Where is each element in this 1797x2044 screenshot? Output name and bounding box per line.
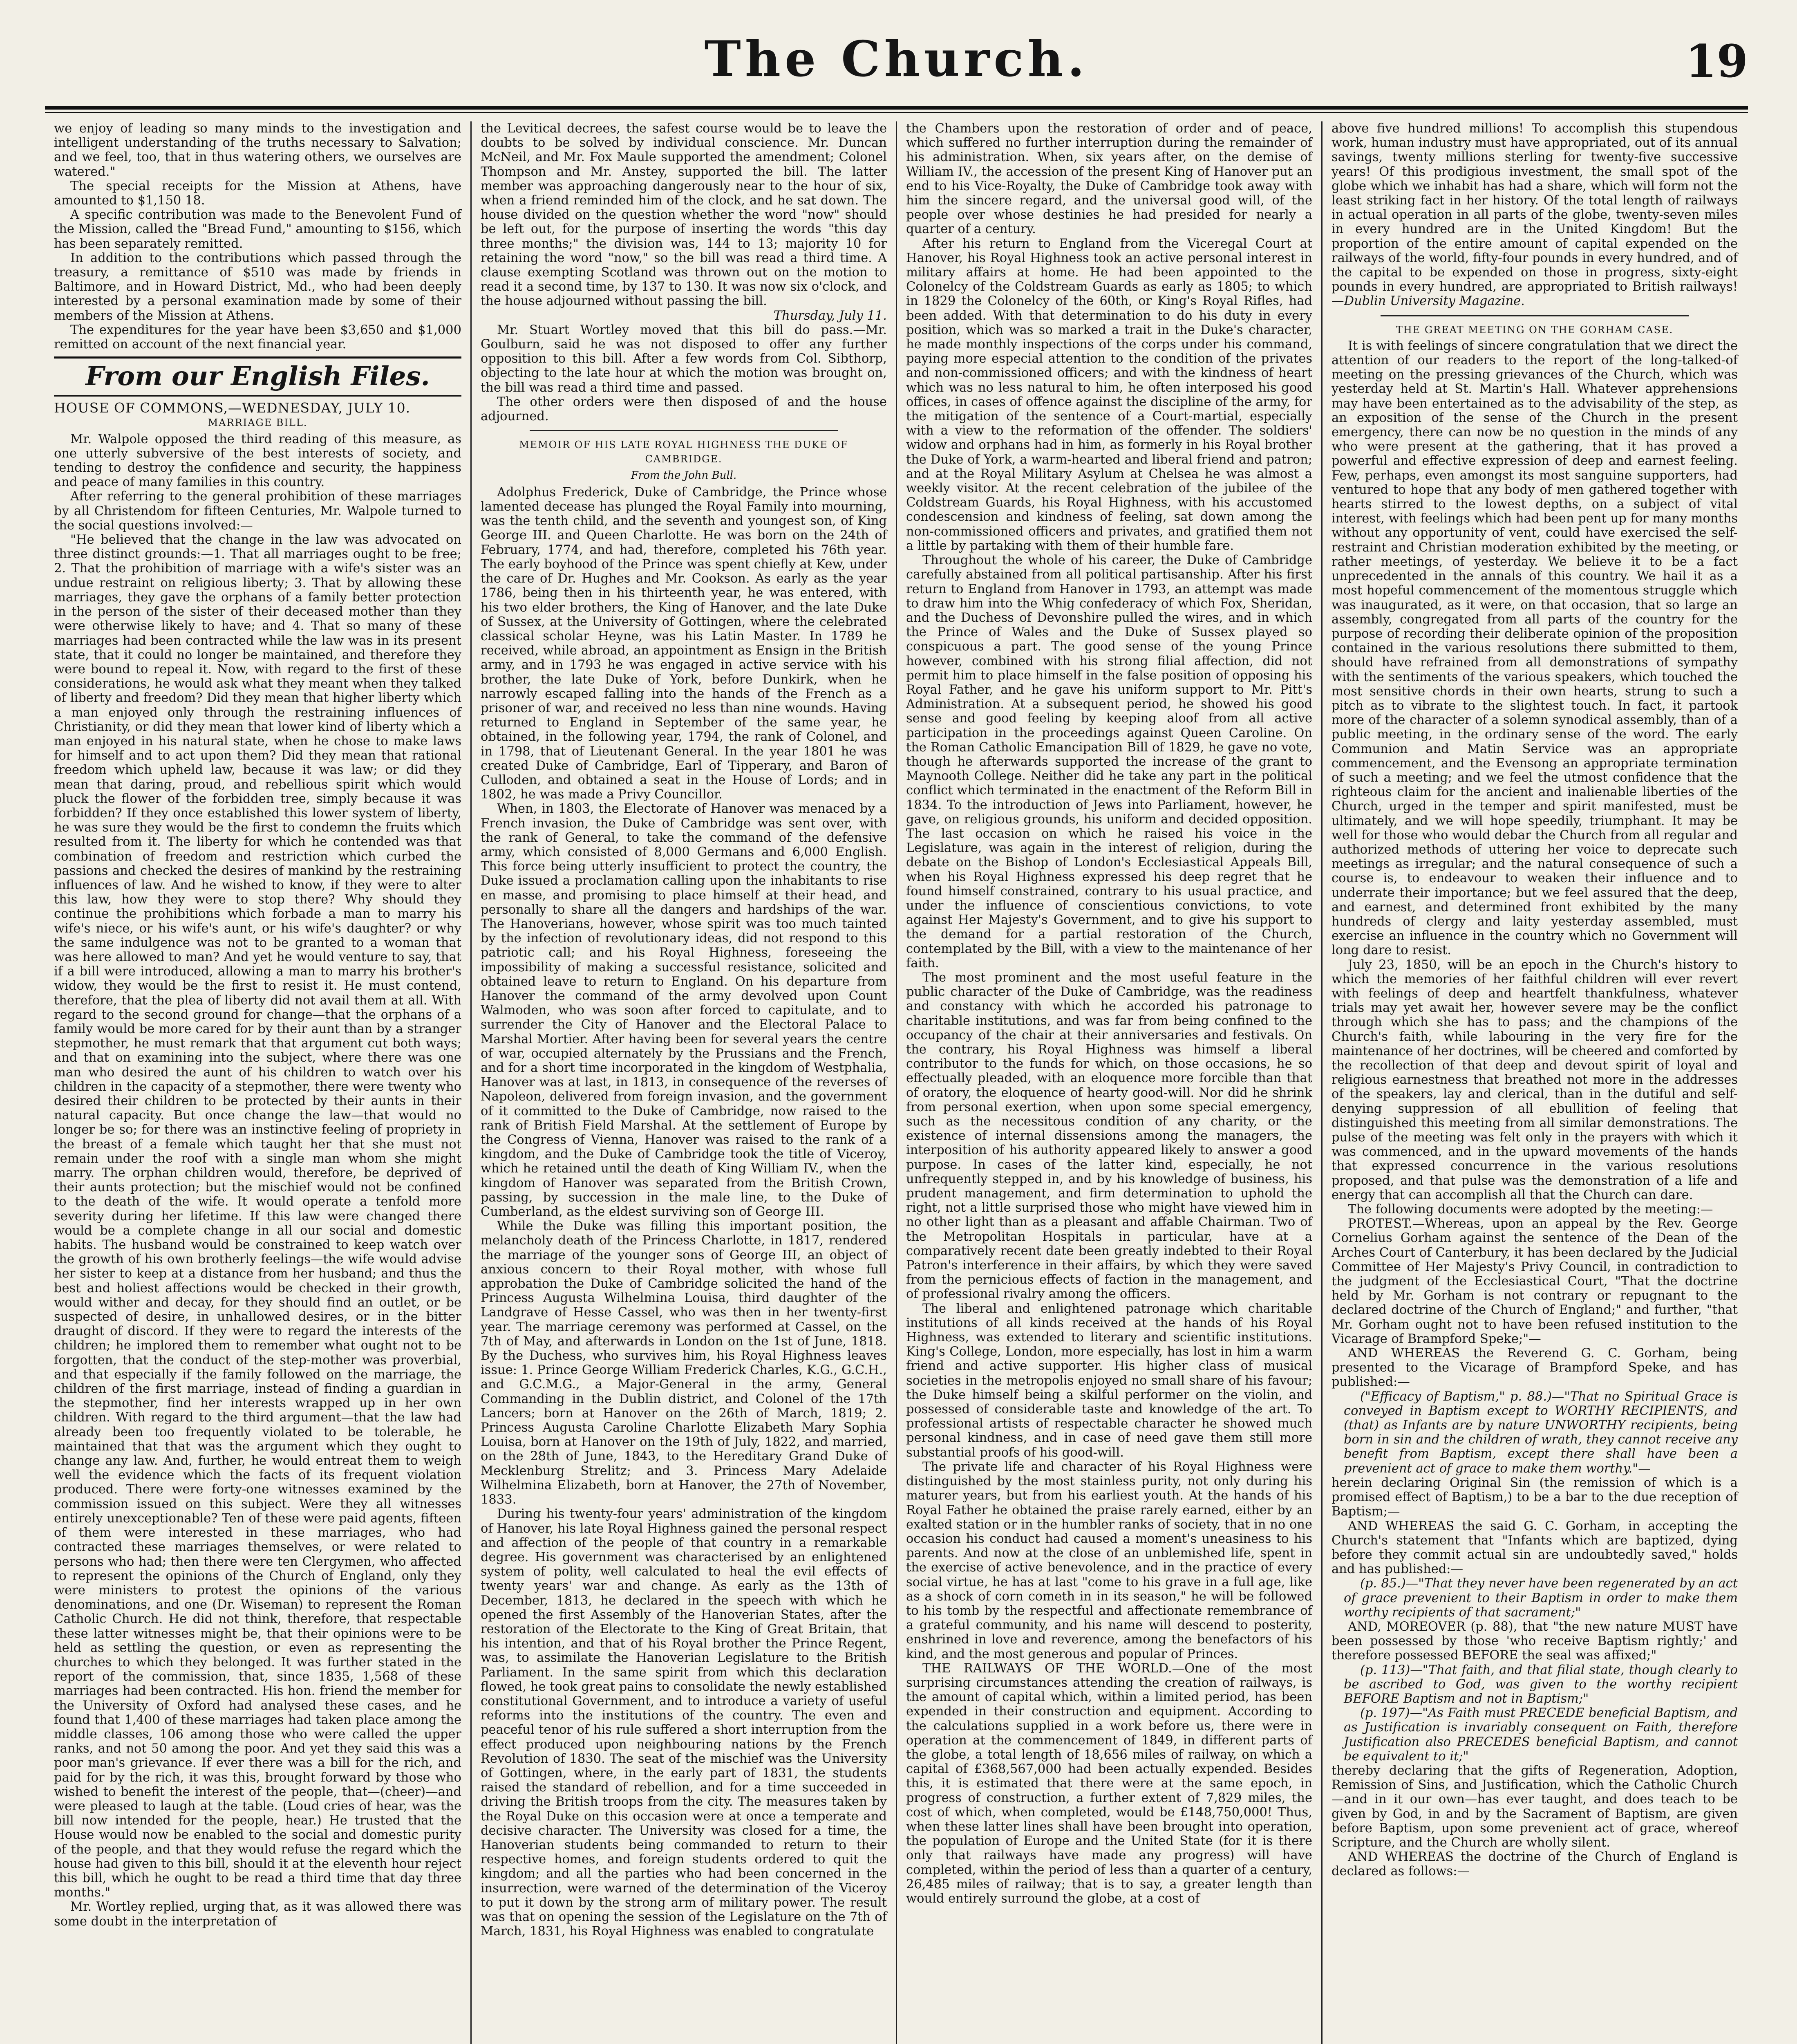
page-number: 19 xyxy=(1685,35,1748,87)
paragraph: we enjoy of leading so many minds to the investigation and intelligent understanding of the truths necessary to Salvation; and we feel, too, that in thus watering others, we ourselves are watered." xyxy=(54,121,461,179)
paragraph: thereby declaring that the gifts of Regeneration, Adoption, Remission of Sins, and Justification, which the Catholic Church—and in it our own—has ever taught, and does teach to be given by God, in and by the Sacrament of Baptism, are given before Baptism, upon some prevenient act of grace, whereof Scripture, and the Church are wholly silent. xyxy=(1332,1763,1738,1850)
paragraph: In addition to the contributions which passed through the treasury, a remittance of $510 was made by friends in Baltimore, and in Howard District, Md., who had been deeply interested by a personal examination made by some of their members of the Mission at Athens. xyxy=(54,251,461,323)
article-subhead: MARRIAGE BILL. xyxy=(208,417,308,429)
paragraph: Throughout the whole of his career, the Duke of Cambridge carefully abstained from all political partisanship. After his first return to England from Hanover in 1793, an attempt was made to draw him into the Whig confederacy of which Fox, Sheridan, and the Duchess of Devonshire pulled the wires, and in which the Prince of Wales and the Duke of Sussex played so conspicuous a part. The good sense of the young Prince however, combined with his strong filial affection, did not permit him to place himself in the false position of opposing his Royal Father, and he gave his uniform support to Mr. Pitt's Administration. At a subsequent period, he showed his good sense and good feeling by keeping aloof from all active participation in the proceedings against Queen Caroline. On the Roman Catholic Emancipation Bill of 1829, he gave no vote, though he afterwards supported the increase of the grant to Maynooth College. Neither did he take any part in the political conflict which terminated in the enactment of the Reform Bill in 1834. To the introduction of Jews into Parliament, however, he gave, on religious grounds, his uniform and decided opposition. The last occasion on which he raised his voice in the Legislature, was again in the interest of religion, during the debate on the Bishop of London's Ecclesiastical Appeals Bill, when his Royal Highness expressed his deep regret that he found himself constrained, contrary to his usual practice, and under the influence of conscientious convictions, to vote against Her Majesty's Government, and to give his support to the demand for a partial restoration of the Church, contemplated by the Bill, with a view to the maintenance of her faith. xyxy=(906,553,1312,970)
paragraph: Mr. Walpole opposed the third reading of this measure, as one utterly subversive of the best interests of society, and tending to destroy the confidence and security, the happiness and peace of many families in this country. xyxy=(54,432,461,490)
paragraph: Mr. Wortley replied, urging that, as it was allowed there was some doubt in the interpretation of xyxy=(54,1900,461,1929)
paragraph: After referring to the general prohibition of these marriages by all Christendom for fifteen Centuries, Mr. Walpole turned to the social questions involved:— xyxy=(54,489,461,533)
paragraph: The private life and character of his Royal Highness were distinguished by the most stainless purity, not only during his maturer years, but from his earliest youth. At the hands of his Royal Father he obtained the praise rarely earned, either by an exalted station or in the humbler ranks of society, that in no one occasion his conduct had caused a moment's uneasiness to his parents. And now at the close of an unblemished life, spent in the exercise of active benevolence, and in the practice of every social virtue, he has at last "come to his grave in a full age, like as a shock of corn cometh in in its season," he will be followed to his tomb by the respectful and affectionate remembrance of a grateful community, and his name will descend to posterity, enshrined in love and reverence, among the benefactors of his kind, and the most generous and popular of Princes. xyxy=(906,1459,1312,1661)
paragraph: The other orders were then disposed of and the house adjourned. xyxy=(481,394,887,424)
article-headline: THE GREAT MEETING ON THE GORHAM CASE. xyxy=(1396,324,1674,336)
paragraph: Mr. Stuart Wortley moved that this bill do pass.—Mr. Goulburn, said he was not disposed to offer any further opposition to this bill. After a few words from Col. Sibthorp, objecting to the late hour at which the motion was brought on, the bill was read a third time and passed. xyxy=(481,323,887,395)
paragraph: the Levitical decrees, the safest course would be to leave the doubts to be solved by individual conscience. Mr. Duncan McNeil, and Mr. Fox Maule supported the amendment; Colonel Thompson and Mr. Anstey, supported the bill. The latter member was approaching dangerously near to the hour of six, when a friend reminded him of the clock, and he sat down. The house divided on the question whether the word "now" should be left out, for the purpose of inserting the words "this day three months;" the division was, 144 to 13; majority 10 for retaining the word "now," so the bill was read a third time. A clause exempting Scotland was thrown out on the motion to read it a second time, by 137 to 130. It was now six o'clock, and the house adjourned without passing the bill. xyxy=(481,121,887,309)
date-line: Thursday, July 11. xyxy=(773,308,887,323)
columns xyxy=(45,121,1748,2044)
column-2 xyxy=(470,121,896,2044)
article-credit: —Dublin University Magazine. xyxy=(1332,294,1525,309)
paragraph: The following documents were adopted by the meeting:— xyxy=(1348,1202,1713,1217)
quote: (p. 113)—"That faith, and that filial state, though clearly to be ascribed to God, was given to the worthy recipient BEFORE Baptism and not in Baptism;" xyxy=(1344,1663,1738,1706)
paragraph: AND WHEREAS the Reverend G. C. Gorham, being presented to the Vicarage of Brampford Speke, and has published:— xyxy=(1332,1346,1738,1390)
paragraph xyxy=(1332,121,1738,309)
article-text: above five hundred millions! To accomplish this stupendous work, human industry must have appropriated, out of its annual savings, twenty millions sterling for twenty-five successive years! Of this prodigious investment, the small spot of the globe which we inhabit has had a share, which will form not the least striking fact in her history. Of the total length of railways in actual operation in all parts of the globe, twenty-seven miles in every hundred are in the United Kingdom! But the proportion of the entire amount of capital expended on the railways of the world, fifty-four pounds in every hundred, and of the capital to be expended on those in progress, sixty-eight pounds in every hundred, are appropriated to British railways! xyxy=(1332,121,1738,294)
divider xyxy=(530,430,838,431)
paragraph: the Chambers upon the restoration of order and of peace, which suffered no further interruption during the remainder of his administration. When, six years after, on the demise of William IV., the accession of the present King of Hanover put an end to his Vice-Royalty, the Duke of Cambridge took away with him the sincere regard, and the universal good will, of the people over whose destinies he had presided for nearly a quarter of a century. xyxy=(906,121,1312,237)
paragraph: THE RAILWAYS OF THE WORLD.—One of the most surprising circumstances attending the creation of railways, is the amount of capital which, within a limited period, has been expended in their construction and equipment. According to the calculations supplied in a work before us, there were in operation at the commencement of 1849, in different parts of the globe, a total length of 18,656 miles of railway, on which a capital of £368,567,000 had been actually expended. Besides this, it is estimated that there were at the same epoch, in progress of construction, a further extent of 7,829 miles, the cost of which, when completed, would be £148,750,000! Thus, when these latter lines shall have been brought into operation, the population of Europe and the United State (for it is there only that railways have made any progress) will have completed, within the period of less than a quarter of a century, 26,485 miles of railway; that is to say, a greater length than would entirely surround the globe, at a cost of xyxy=(906,1661,1312,1906)
divider xyxy=(1381,315,1689,316)
quote: (p. 197)—"As Faith must PRECEDE beneficial Baptism, and as Justification is invariably consequent on Faith, therefore Justification also PRECEDES beneficial Baptism, and cannot be equivalent to it;" xyxy=(1344,1706,1738,1764)
masthead-title: The Church. xyxy=(704,30,1089,88)
article-credit: From the John Bull. xyxy=(631,469,737,482)
article-headline: HOUSE OF COMMONS,—WEDNESDAY, JULY 10. xyxy=(54,400,411,416)
column-3 xyxy=(896,121,1321,2044)
masthead-rule xyxy=(45,106,1748,113)
paragraph: The liberal and enlightened patronage which charitable institutions of all kinds received at the hands of his Royal Highness, was extended to literary and scientific institutions. King's College, London, more especially, has lost in him a warm friend and active supporter. His higher class of musical societies in the metropolis enjoyed no small share of his favour; the Duke himself being a skilful performer on the violin, and possessed of considerable taste and knowledge of the art. To professional artists of respectable character he showed much personal kindness, and in case of need gave them still more substantial proofs of his good-will. xyxy=(906,1301,1312,1460)
paragraph: During his twenty-four years' administration of the kingdom of Hanover, his late Royal Highness gained the personal respect and affection of the people of that country in a remarkable degree. His government was characterised by an enlightened system of polity, well calculated to heal the evil effects of twenty years' war and change. As early as the 13th of December, 1813, he declared in the speech with which he opened the first Assembly of the Hanoverian States, after the restoration of the Electorate to the King of Great Britain, that his intention, and that of his Royal brother the Prince Regent, was, to assimilate the Hanoverian Legislature to the British Parliament. In the same spirit from which this declaration flowed, he took great pains to consolidate the newly established constitutional Government, and to introduce a variety of useful reforms into the institutions of the country. The even and peaceful tenor of his rule suffered a short interruption from the effect produced upon neighbouring nations by the French Revolution of 1830. The seat of the mischief was the University of Gottingen, where, in the early part of 1831, the students raised the standard of rebellion, and for a time succeeded in driving the British troops from the city. The measures taken by the Royal Duke on this occasion were at once a temperate and decisive character. The University was closed for a time, the Hanoverian students being commanded to return to their respective homes, and foreign students ordered to quit the kingdom; and all the parties who had been concerned in the insurrection, were warned of the determination of the Viceroy to put it down by the strong arm of military power. The result was that on opening the session of the Legislature on the 7th of March, 1831, his Royal Highness was enabled to congratulate xyxy=(481,1507,887,1939)
paragraph: AND, MOREOVER (p. 88), that "the new nature MUST have been possessed by those 'who receive Baptism rightly;' and therefore possessed BEFORE the seal was affixed;" xyxy=(1332,1619,1738,1663)
paragraph: herein declaring Original Sin (the remission of which is a promised effect of Baptism,) to be a bar to the due reception of Baptism;— xyxy=(1332,1475,1738,1519)
paragraph: July 23, 1850, will be an epoch in the Church's history to which the memories of her faithful children will ever revert with feelings of deep and heartfelt thankfulness, whatever trials may yet await her, however severe may be the conflict through which she has to pass; and the champions of the Church's faith, while labouring in the very fire for the maintenance of her doctrines, will be cheered and comforted by the recollection of that deep and devout spirit of loyal and religious earnestness that breathed not more in the addresses of the speakers, lay and clerical, than in the dutiful and self-denying suppression of all ebullition of feeling that distinguished this meeting from all similar demonstrations. The pulse of the meeting was felt only in the prayers with which it was commenced, and in the upward movements of the hands that expressed concurrence in the various resolutions proposed, and that pulse was the demonstration of a life and energy that can accomplish all that the Church can dare. xyxy=(1332,957,1738,1202)
article-text: One of the most surprising circumstances attending the creation of railways, is the amount of capital which, within a limited period, has been expended in their construction and equipment. According to the calculations supplied in a work before us, there were in operation at the commencement of 1849, in different parts of the globe, a total length of 18,656 miles of railway, on which a capital of £368,567,000 had been actually expended. Besides this, it is estimated that there were at the same epoch, in progress of construction, a further extent of 7,829 miles, the cost of which, when completed, would be £148,750,000! Thus, when these latter lines shall have been brought into operation, the population of Europe and the United State (for it is there only that railways have made any progress) will have completed, within the period of less than a quarter of a century, 26,485 miles of railway; that is to say, a greater length than would entirely surround the globe, at a cost of xyxy=(906,1661,1312,1906)
paragraph: AND WHEREAS the said G. C. Gorham, in accepting the Church's statement that "Infants which are baptized, dying before they commit actual sin are undoubtedly saved," holds and has published:— xyxy=(1332,1519,1738,1577)
column-1 xyxy=(45,121,470,2044)
paragraph: It is with feelings of sincere congratulation that we direct the attention of our readers to the report of the long-talked-of meeting on the pressing grievances of the Church, which was yesterday held at St. Martin's Hall. Whatever apprehensions may have been entertained as to the advisability of the step, as an exposition of the sense of the Church in the present emergency, there can now be no question in the minds of any who were present at the gathering, that it has proved a powerful and effective expression of deep and earnest feeling. Few, perhaps, even amongst its most sanguine supporters, had ventured to hope that any body of men gathered together with hearts stirred to the lowest depths, on a subject of vital interest, with feelings which had been pent up for many months without any opportunity of vent, could have exercised the self-restraint and Christian moderation exhibited by the meeting, or rather meetings, of yesterday. We believe it to be a fact unprecedented in the annals of this country. We hail it as a most hopeful commencement of the momentous struggle which was inaugurated, as it were, on that occasion, that so large an assembly, congregated from all parts of the country for the purpose of recording their deliberate opinion of the proposition contained in the various resolutions there submitted to them, should have refrained from all demonstrations of sympathy with the sentiments of the various speakers, which touched the most sensitive chords in their own hearts, strung to such a pitch as to vibrate to the slightest touch. In fact, it partook more of the character of a solemn synodical assembly, than of a public meeting, in the ordinary sense of the word. The early Communion and Matin Service was an appropriate commencement, and the Evensong an appropriate termination of such a meeting; and we feel the utmost confidence that the righteous claim for the ancient and inalienable liberties of the Church, urged in the temper and spirit manifested, must be ultimately, and we will hope speedily, triumphant. It may be well for those who would debar the Church from all regular and authorized methods of uttering her voice to deprecate such meetings as irregular; and the natural consequence of such a course is, to endeavour to weaken their influence and to underrate their importance; but we feel assured that the deep, and earnest, and determined front exhibited by the many hundreds of clergy and laity yesterday assembled, must exercise an influence in the country which no Government will long dare to resist. xyxy=(1332,338,1738,958)
paragraph: AND WHEREAS the doctrine of the Church of England is declared as follows:— xyxy=(1332,1850,1738,1879)
paragraph: The expenditures for the year have been $3,650 and $1,000 remitted on account of the next financial year. xyxy=(54,323,461,352)
paragraph: A specific contribution was made to the Benevolent Fund of the Mission, called the "Bread Fund," amounting to $156, which has been separately remitted. xyxy=(54,208,461,251)
paragraph: While the Duke was filling this important position, the melancholy death of the Princess Charlotte, in 1817, rendered the marriage of the younger sons of George III, an object of anxious concern to their Royal mother, with whose full approbation the Duke of Cambridge solicited the hand of the Princess Augusta Wilhelmina Louisa, third daughter of the Landgrave of Hesse Cassel, who was then in her twenty-first year. The marriage ceremony was performed at Cassel, on the 7th of May, and afterwards in London on the 1st of June, 1818. By the Duchess, who survives him, his Royal Highness leaves issue: 1. Prince George William Frederick Charles, K.G., G.C.H., and G.C.M.G., a Major-General in the army, General Commanding in the Dublin district, and Colonel of the 17th Lancers; born at Hanover on the 26th of March, 1819; 2. Princess Augusta Caroline Charlotte Elizabeth Mary Sophia Louisa, born at Hanover on the 19th of July, 1822, and married, on the 28th of June, 1843, to the Hereditary Grand Duke of Mecklenburg Strelitz; and 3. Princess Mary Adelaide Wilhelmina Elizabeth, born at Hanover, the 27th of November, 1833. xyxy=(481,1219,887,1507)
masthead xyxy=(45,16,1748,102)
column-4 xyxy=(1321,121,1747,2044)
article-headline: MEMOIR OF HIS LATE ROYAL HIGHNESS THE DUKE OF CAMBRIDGE. xyxy=(519,439,848,465)
quote: (p. 85.)—"That they never have been regenerated by an act of grace prevenient to their Baptism in order to make them worthy recipients of that sacrament;" xyxy=(1344,1576,1738,1620)
paragraph: The special receipts for the Mission at Athens, have amounted to $1,150 18. xyxy=(54,179,461,208)
section-heading: From our English Files. xyxy=(54,356,461,397)
paragraph: After his return to England from the Viceregal Court at Hanover, his Royal Highness took an active personal interest in military affairs at home. He had been appointed to the Colonelcy of the Coldstream Guards as early as 1805; to which in 1829 the Colonelcy of the 60th, or King's Royal Rifles, had been added. With that determination to do his duty in every position, which was so marked a trait in the Duke's character, he made monthly inspections of the corps under his command, paying more especial attention to the condition of the privates and non-commissioned officers; and with the kindness of heart which was no less natural to him, he often interposed his good offices, in cases of offence against the discipline of the army, for the mitigation of the sentence of a Court-martial, especially with a view to the reformation of the offender. The soldiers' widow and orphans had in him, as formerly in his Royal brother the Duke of York, a warm-hearted and liberal friend and patron; and at the Royal Military Asylum at Chelsea he was almost a weekly visitor. At the recent celebration of the jubilee of the Coldstream Guards, his Royal Highness, with his accustomed condescension and kindness of feeling, sat down among the non-commissioned officers and privates, and gratified them not a little by partaking with them of their humble fare. xyxy=(906,236,1312,553)
paragraph: The most prominent and the most useful feature in the public character of the Duke of Cambridge, was the readiness and constancy with which he accorded his patronage to charitable institutions, and was far from being confined to the occupancy of the chair at their anniversaries and festivals. On the contrary, his Royal Highness was himself a liberal contributor to the funds for which, on those occasions, he so effectually pleaded, with an eloquence more forcible than that of oratory, the eloquence of hearty good-will. Nor did he shrink from personal exertion, when upon some special emergency, such as the necessitous condition of any charity, or the existence of internal dissensions among the managers, the interposition of his authority appeared likely to answer a good purpose. In cases of the latter kind, especially, he not unfrequently stepped in, and by his knowledge of business, his prudent management, and firm determination to uphold the right, not a little surprised those who might have viewed him in no other light than as a pleasant and affable Chairman. Two of the Metropolitan Hospitals in particular, have at a comparatively recent date been greatly indebted to their Royal Patron's interference in their affairs, by which they were saved from the pernicious effects of faction in the management, and of professional rivalry among the officers. xyxy=(906,970,1312,1302)
paragraph: PROTEST.—Whereas, upon an appeal by the Rev. George Cornelius Gorham against the sentence of the Dean of the Arches Court of Canterbury, it has been declared by the Judicial Committee of Her Majesty's Privy Council, in contradiction to the judgment of the Ecclesiastical Court, "That the doctrine held by Mr. Gorham is not contrary or repugnant to the declared doctrine of the Church of England;" and further, "that Mr. Gorham ought not to have been refused institution to the Vicarage of Brampford Speke;"— xyxy=(1332,1217,1738,1346)
paragraph: Adolphus Frederick, Duke of Cambridge, the Prince whose lamented decease has plunged the Royal Family into mourning, was the tenth child, and the seventh and youngest son, of King George III. and Queen Charlotte. He was born on the 24th of February, 1774, and had, therefore, completed his 76th year. The early boyhood of the Prince was spent chiefly at Kew, under the care of Dr. Hughes and Mr. Cookson. As early as the year 1786, being then in his thirteenth year, he was entered, with his two elder brothers, the King of Hanover, and the late Duke of Sussex, at the University of Gottingen, where the celebrated classical scholar Heyne, was his Latin Master. In 1789 he received, while abroad, an appointment as Ensign in the British army, and in 1793 he was engaged in active service with his brother, the late Duke of York, before Dunkirk, when he narrowly escaped falling into the hands of the French as a prisoner of war, and received no less than nine wounds. Having returned to England in September of the same year, he obtained, in the following year, 1794, the rank of Colonel, and in 1798, that of Lieutenant General. In the year 1801 he was created Duke of Cambridge, Earl of Tipperary, and Baron of Culloden, and obtained a seat in the House of Lords; and in 1802, he was made a Privy Councillor. xyxy=(481,485,887,802)
quote: ("Efficacy of Baptism," p. 88.)—"That no Spiritual Grace is conveyed in Baptism except to WORTHY RECIPIENTS, and (that) as Infants are by nature UNWORTHY recipients, being born in sin and the children of wrath, they cannot receive any benefit from Baptism, except there shall have been a prevenient act of grace to make them worthy."— xyxy=(1344,1389,1738,1476)
article-lead: THE RAILWAYS OF THE WORLD. xyxy=(922,1661,1172,1676)
paragraph: When, in 1803, the Electorate of Hanover was menaced by a French invasion, the Duke of Cambridge was sent over, with the rank of General, to take the command of the defensive army, which consisted of 8,000 Germans and 6,000 English. This force being utterly insufficient to protect the country, the Duke issued a proclamation calling upon the inhabitants to rise en masse, and promising to place himself at their head, and personally to share all the dangers and hardships of the war. The Hanoverians, however, whose spirit was too much tainted by the infection of revolutionary ideas, did not respond to this patriotic call; and his Royal Highness, foreseeing the impossibility of making a successful resistance, solicited and obtained leave to return to England. On his departure from Hanover the command of the army devolved upon Count Walmoden, who was soon after forced to capitulate, and to surrender the City of Hanover and the Electoral Palace to Marshal Mortier. After having been for several years the centre of war, occupied alternately by the Prussians and the French, and for a short time incorporated in the kingdom of Westphalia, Hanover was at last, in 1813, in consequence of the reverses of Napoleon, delivered from foreign invasion, and the government of it committed to the Duke of Cambridge, now raised to the rank of British Field Marshal. At the settlement of Europe by the Congress of Vienna, Hanover was raised to the rank of a kingdom, and the Duke of Cambridge took the title of Viceroy, which he retained until the death of King William IV., when the kingdom of Hanover was separated from the British Crown, passing, by succession in the male line, to the Duke of Cumberland, as the eldest surviving son of George III. xyxy=(481,802,887,1219)
paragraph: "He believed that the change in the law was advocated on three distinct grounds:—1. That all marriages ought to be free; 2. That the prohibition of marriage with a wife's sister was an undue restraint on religious liberty; 3. That by allowing these marriages, they gave the orphans of a family better protection in the person of the sister of their deceased mother than they were otherwise likely to have; and 4. That so many of these marriages had been contracted while the law was in its present state, that it could no longer be maintained, and therefore they were bound to repeal it. Now, with regard to the first of these considerations, he would ask what they meant when they talked of liberty and freedom? Did they mean that higher liberty which a man enjoyed only through the restraining influences of Christianity, or did they mean that lower kind of liberty which a man enjoyed in his natural state, when he chose to make laws for himself and to act upon them? Did they mean that rational freedom which upheld law, because it was law; or did they mean that daring, proud, and rebellious spirit which would pluck the flower of the forbidden tree, simply because it was forbidden? If they once established this lower system of liberty, he was sure they would be the first to condemn the fruits which resulted from it. The liberty for which he contended was that combination of freedom and restriction which curbed the passions and checked the desires of mankind by the restraining influences of law. And he wished to know, if they were to alter this law, how they were to stop there? Why should they continue the prohibitions which forbade a man to marry his wife's niece, or his wife's aunt, or his wife's daughter? or why the same indulgence was not to be granted to a woman that was here allowed to man? And yet he would venture to say, that if a bill were introduced, allowing a man to marry his brother's widow, they would be the first to resist it. He must contend, therefore, that the plea of liberty did not avail them at all. With regard to the second ground for change—that the orphans of a family would be more cared for by their aunt than by a stranger stepmother, he must remark that that argument cut both ways; and that on examining into the subject, where there was one man who desired the aunt of his children to watch over his children in the capacity of a stepmother, there were twenty who desired their children to be protected by their aunts in their natural capacity. But once change the law—that would no longer be so; for there was an instinctive feeling of propriety in the breast of a female which taught her that she must not remain under the roof with a single man whom she might marry. The orphan children would, therefore, be deprived of their aunts protection; but the mischief would not be confined to the death of the wife. It would operate a tenfold more severity during her lifetime. If this law were changed there would be a complete change in all our social and domestic habits. The husband would be constrained to keep watch over the growth of his own brotherly feelings—the wife would advise her sister to keep at a distance from her husband; and thus the best and holiest affections would be checked in their growth, would wither and decay, for they should find an outlet, or be suspected of desire, in unhallowed desires, or in the bitter draught of discord. If they were to regard the interests of the children; he implored them to remember what ought not to be forgotten, that the conduct of the step-mother was proverbial, and that especially if the family followed on the marriage, the children of the first marriage, instead of finding a guardian in the stepmother, find her interests wrapped up in her own children. With regard to the third argument—that the law had already been too frequently violated to be tolerable, he maintained that that was the argument which they ought to change any law. And, further, he would entreat them to weigh well the evidence which the facts of its frequent violation produced. There were forty-one witnesses examined by the commission issued on this subject. Were they all witnesses entirely unexceptionable? Ten of these were paid agents, fifteen of them were interested in these marriages, who had contracted these marriages themselves, or were related to persons who had; then there were ten Clergymen, who affected to represent the opinions of the Church of England, only they were ministers to protest the opinions of the various denominations, and one (Dr. Wiseman) to represent the Roman Catholic Church. He did not think, therefore, that respectable these latter witnesses might be, that their opinions were to be held as settling the question, or even as representing the churches to which they belonged. It was further stated in the report of the commission, that, since 1835, 1,568 of these marriages had been contracted. His hon. friend the member for the University of Oxford had analysed these cases, and he found that 1,400 of these marriages had taken place among the middle classes, 106 among those who were called the upper ranks, and not 50 among the poor. And yet they said this was a poor man's grievance. If ever there was a bill for the rich, and paid for by the rich, it was this, brought forward by those who wished to benefit the interest of the people, that—(cheer)—and were pleased to laugh at the table. (Loud cries of hear, was the bill now intended for the people, hear.) He trusted that the House would now be enabled to the social and domestic purity of the people, and that they would refuse the regard which the house had given to this bill, should it at the eleventh hour reject this bill, which he ought to be read a third time that day three months." xyxy=(54,533,461,1900)
